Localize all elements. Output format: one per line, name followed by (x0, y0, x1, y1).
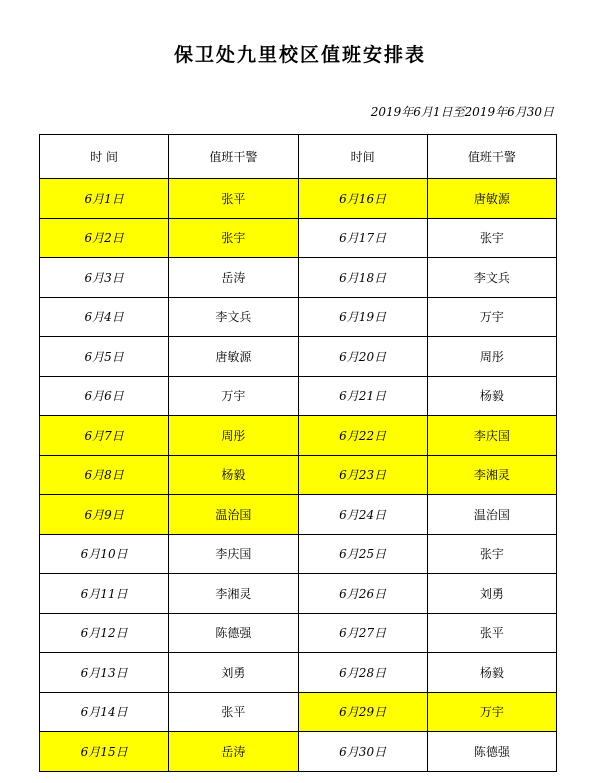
table-row (40, 179, 557, 219)
date-cell: 6月25日 (298, 534, 427, 574)
date-cell: 6月13日 (40, 653, 169, 693)
table-row (40, 495, 557, 535)
date-cell: 6月5日 (40, 337, 169, 377)
date-cell: 6月28日 (298, 653, 427, 693)
officer-cell: 温治国 (169, 495, 298, 535)
officer-cell: 李庆国 (427, 416, 556, 456)
officer-cell: 李庆国 (169, 534, 298, 574)
officer-cell: 唐敏源 (427, 179, 556, 219)
date-cell: 6月9日 (40, 495, 169, 535)
table-row (40, 376, 557, 416)
duty-schedule-table (39, 134, 557, 772)
officer-cell: 李文兵 (427, 258, 556, 298)
table-row (40, 258, 557, 298)
date-cell: 6月19日 (298, 297, 427, 337)
date-cell: 6月8日 (40, 455, 169, 495)
date-cell: 6月6日 (40, 376, 169, 416)
column-header-officer-left: 值班干警 (169, 135, 298, 179)
officer-cell: 杨毅 (427, 653, 556, 693)
officer-cell: 张平 (169, 692, 298, 732)
table-row (40, 337, 557, 377)
date-cell: 6月11日 (40, 574, 169, 614)
table-row (40, 455, 557, 495)
officer-cell: 岳涛 (169, 258, 298, 298)
officer-cell: 万宇 (169, 376, 298, 416)
officer-cell: 周彤 (427, 337, 556, 377)
column-header-date-left: 时 间 (40, 135, 169, 179)
date-cell: 6月16日 (298, 179, 427, 219)
officer-cell: 杨毅 (169, 455, 298, 495)
date-cell: 6月2日 (40, 218, 169, 258)
date-cell: 6月24日 (298, 495, 427, 535)
date-cell: 6月4日 (40, 297, 169, 337)
date-cell: 6月27日 (298, 613, 427, 653)
officer-cell: 张平 (169, 179, 298, 219)
officer-cell: 刘勇 (169, 653, 298, 693)
table-row (40, 692, 557, 732)
table-row (40, 218, 557, 258)
officer-cell: 周彤 (169, 416, 298, 456)
officer-cell: 李湘灵 (169, 574, 298, 614)
date-cell: 6月18日 (298, 258, 427, 298)
officer-cell: 万宇 (427, 297, 556, 337)
date-range: 2019年6月1日至2019年6月30日 (370, 105, 554, 119)
date-cell: 6月10日 (40, 534, 169, 574)
officer-cell: 唐敏源 (169, 337, 298, 377)
table-header-row (40, 135, 557, 179)
date-cell: 6月12日 (40, 613, 169, 653)
officer-cell: 陈德强 (427, 732, 556, 772)
column-header-officer-right: 值班干警 (427, 135, 556, 179)
date-cell: 6月22日 (298, 416, 427, 456)
date-cell: 6月15日 (40, 732, 169, 772)
date-cell: 6月26日 (298, 574, 427, 614)
table-row (40, 653, 557, 693)
date-cell: 6月21日 (298, 376, 427, 416)
date-cell: 6月14日 (40, 692, 169, 732)
officer-cell: 张宇 (427, 218, 556, 258)
date-cell: 6月3日 (40, 258, 169, 298)
officer-cell: 张宇 (169, 218, 298, 258)
column-header-date-right: 时间 (298, 135, 427, 179)
officer-cell: 李湘灵 (427, 455, 556, 495)
date-cell: 6月17日 (298, 218, 427, 258)
table-row (40, 534, 557, 574)
page-title: 保卫处九里校区值班安排表 (173, 44, 426, 66)
date-cell: 6月1日 (40, 179, 169, 219)
officer-cell: 刘勇 (427, 574, 556, 614)
officer-cell: 万宇 (427, 692, 556, 732)
officer-cell: 陈德强 (169, 613, 298, 653)
table-row (40, 297, 557, 337)
date-cell: 6月29日 (298, 692, 427, 732)
table-row (40, 613, 557, 653)
date-cell: 6月7日 (40, 416, 169, 456)
officer-cell: 岳涛 (169, 732, 298, 772)
officer-cell: 李文兵 (169, 297, 298, 337)
date-cell: 6月23日 (298, 455, 427, 495)
table-row (40, 574, 557, 614)
officer-cell: 张宇 (427, 534, 556, 574)
officer-cell: 张平 (427, 613, 556, 653)
officer-cell: 杨毅 (427, 376, 556, 416)
table-row (40, 732, 557, 772)
date-cell: 6月30日 (298, 732, 427, 772)
table-row (40, 416, 557, 456)
officer-cell: 温治国 (427, 495, 556, 535)
date-cell: 6月20日 (298, 337, 427, 377)
